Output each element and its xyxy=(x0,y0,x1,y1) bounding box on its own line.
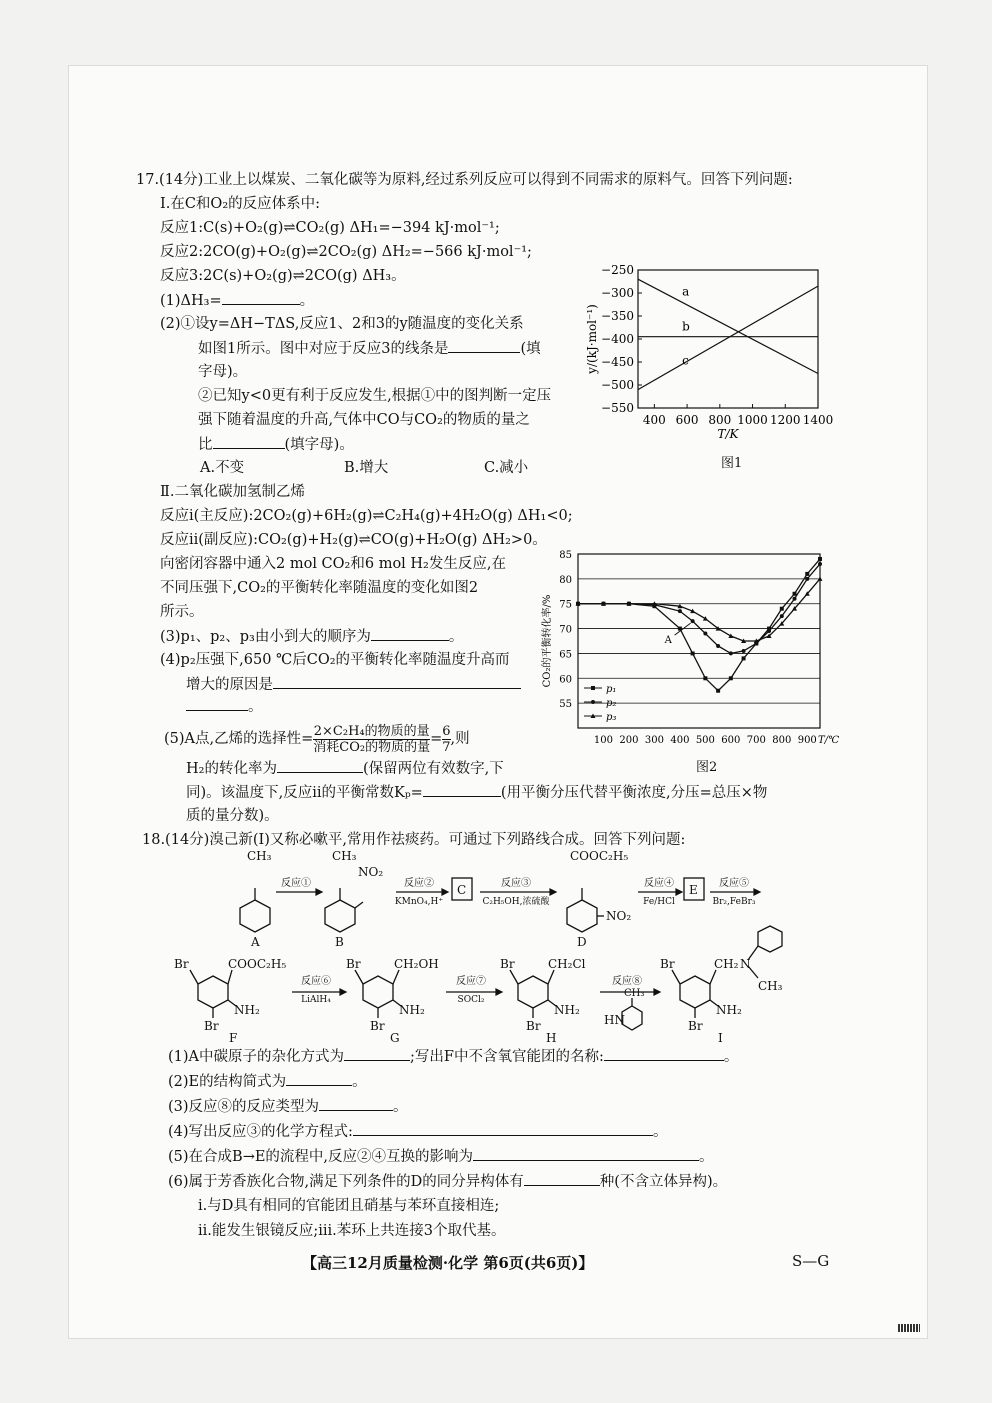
x-tick-label: 700 xyxy=(746,735,766,746)
reaction-5-label: 反应⑤ xyxy=(719,878,749,889)
y-axis-title: y/(kJ·mol⁻¹) xyxy=(585,304,599,374)
data-point xyxy=(793,592,797,596)
reaction-6-label: 反应⑥ xyxy=(301,976,331,987)
q17-sub2a-line3: 字母)。 xyxy=(198,364,248,380)
data-point xyxy=(691,651,695,655)
label-br: Br xyxy=(370,1019,385,1033)
label-ch3: CH₃ xyxy=(247,849,272,863)
label-compound-e: E xyxy=(689,883,698,897)
q17-sub5-line2 xyxy=(186,758,504,779)
data-point xyxy=(703,616,708,621)
benzene-ring-g xyxy=(363,976,393,1008)
y-tick-label: −400 xyxy=(601,332,634,346)
legend-label: p₃ xyxy=(606,712,617,723)
y-tick-label: −500 xyxy=(601,378,634,392)
q18-sub5-text: (5)在合成B→E的流程中,反应②④互换的影响为 xyxy=(168,1149,474,1165)
x-tick-label: 100 xyxy=(593,735,614,746)
label-br: Br xyxy=(526,1019,541,1033)
data-point xyxy=(716,644,720,648)
data-point xyxy=(703,676,707,680)
q18-sub4 xyxy=(168,1121,667,1142)
fraction-numerator: 2×C₂H₄的物质的量 xyxy=(313,723,430,739)
q17-sub5-text: (5)A点,乙烯的选择性= xyxy=(164,731,314,747)
period: 。 xyxy=(393,1099,408,1115)
label-ch3: CH₃ xyxy=(332,849,357,863)
label-nh2: NH₂ xyxy=(554,1003,580,1017)
label-cooc2h5: COOC₂H₅ xyxy=(570,849,629,863)
data-point xyxy=(818,557,822,561)
q17-sub5-suffix: ,则 xyxy=(450,731,470,747)
data-point xyxy=(691,619,695,623)
q17-reaction3: 反应3:2C(s)+O₂(g)⇌2CO(g) ΔH₃。 xyxy=(160,268,406,284)
q18-sub3-text: (3)反应⑧的反应类型为 xyxy=(168,1099,320,1115)
y-tick-label: 85 xyxy=(559,550,572,561)
answer-blank[interactable] xyxy=(473,1146,699,1161)
q17-sub2a-text: 如图1所示。图中对应于反应3的线条是 xyxy=(198,341,449,357)
period: 。 xyxy=(699,1149,714,1165)
q17-reaction1: 反应1:C(s)+O₂(g)⇌CO₂(g) ΔH₁=−394 kJ·mol⁻¹; xyxy=(160,220,500,236)
period: 。 xyxy=(652,1124,668,1140)
answer-blank[interactable] xyxy=(524,1171,600,1186)
q17-sub1 xyxy=(160,290,314,311)
label-nh2: NH₂ xyxy=(234,1003,260,1017)
benzene-ring-i xyxy=(680,976,710,1008)
q17-reaction2: 反应2:2CO(g)+O₂(g)⇌2CO₂(g) ΔH₂=−566 kJ·mol⁻¹; xyxy=(160,244,532,260)
answer-blank[interactable] xyxy=(286,1071,352,1086)
q18-sub2 xyxy=(168,1071,367,1092)
data-point xyxy=(818,562,822,566)
q17-stem: 17.(14分)工业上以煤炭、二氧化碳等为原料,经过系列反应可以得到不同需求的原料气。回答下列问题: xyxy=(136,172,793,188)
q18-sub1-text2: ;写出F中不含氧官能团的名称: xyxy=(410,1049,604,1065)
synthesis-route-scheme xyxy=(150,846,790,1045)
data-point xyxy=(728,634,733,639)
x-tick-label: 800 xyxy=(772,735,792,746)
data-point xyxy=(780,607,784,611)
reaction-3-conditions: C₂H₅OH,浓硫酸 xyxy=(482,897,550,907)
q17-sub2a-line1: (2)①设y=ΔH−TΔS,反应1、2和3的y随温度的变化关系 xyxy=(160,316,524,332)
q17-sub5-text: H₂的转化率为 xyxy=(186,761,277,777)
label-compound-i: I xyxy=(718,1031,723,1045)
label-compound-c: C xyxy=(457,883,467,897)
label-br: Br xyxy=(688,1019,703,1033)
label-ch3: CH₃ xyxy=(624,988,645,999)
q17-sub4-text: 增大的原因是 xyxy=(186,677,273,693)
q17-sub5-line3 xyxy=(186,782,767,803)
figure-1-chart xyxy=(580,262,834,452)
series-label-c: c xyxy=(682,353,689,368)
label-compound-f: F xyxy=(229,1031,238,1045)
benzene-ring-h xyxy=(518,976,548,1008)
answer-blank[interactable] xyxy=(604,1046,724,1061)
qr-mark-icon xyxy=(898,1324,920,1332)
x-tick-label: 400 xyxy=(642,413,666,427)
benzene-ring-a xyxy=(240,900,270,932)
q17-part2-title: Ⅱ.二氧化碳加氢制乙烯 xyxy=(160,484,305,500)
answer-blank[interactable] xyxy=(448,338,520,353)
q18-sub1 xyxy=(168,1046,738,1067)
label-br: Br xyxy=(500,957,515,971)
q18-sub3 xyxy=(168,1096,408,1117)
label-ch2oh: CH₂OH xyxy=(394,957,439,971)
y-tick-label: 60 xyxy=(559,674,572,686)
label-br: Br xyxy=(174,957,189,971)
q18-sub6-text: (6)属于芳香族化合物,满足下列条件的D的同分异构体有 xyxy=(168,1174,524,1190)
reaction-1-label: 反应① xyxy=(281,878,311,889)
series-label-a: a xyxy=(682,284,690,299)
equals-sign: = xyxy=(430,731,443,747)
option-c: C.减小 xyxy=(484,460,529,476)
answer-blank[interactable] xyxy=(319,1096,393,1111)
period: 。 xyxy=(352,1074,367,1090)
q17-desc-line2: 不同压强下,CO₂的平衡转化率随温度的变化如图2 xyxy=(160,580,479,596)
q17-sub2b-line2: 强下随着温度的升高,气体中CO与CO₂的物质的量之 xyxy=(198,412,530,428)
label-ch2: CH₂ xyxy=(714,957,739,971)
y-tick-label: 65 xyxy=(559,649,572,661)
q17-sub2b-line1: ②已知y<0更有利于反应发生,根据①中的图判断一定压 xyxy=(198,388,552,404)
reaction-5-conditions: Br₂,FeBr₃ xyxy=(712,897,756,907)
cyclohexyl-ring xyxy=(758,926,782,952)
answer-blank[interactable] xyxy=(344,1046,410,1061)
q17-reaction-i: 反应ⅰ(主反应):2CO₂(g)+6H₂(g)⇌C₂H₄(g)+4H₂O(g) ΔH₁<0; xyxy=(160,508,573,524)
x-tick-label: 600 xyxy=(721,735,741,746)
benzene-ring-b xyxy=(325,900,355,932)
data-point xyxy=(678,609,682,613)
legend-label: p₂ xyxy=(606,698,617,709)
reaction-6-conditions: LiAlH₄ xyxy=(301,995,331,1005)
legend-marker xyxy=(591,686,595,690)
x-tick-label: 900 xyxy=(797,735,817,746)
x-tick-label: 500 xyxy=(695,735,715,746)
q18-condition-2: ⅱ.能发生银镜反应;ⅲ.苯环上共连接3个取代基。 xyxy=(198,1223,506,1239)
data-point xyxy=(729,676,733,680)
y-tick-label: −350 xyxy=(601,309,634,323)
reaction-2-conditions: KMnO₄,H⁺ xyxy=(394,897,444,907)
x-tick-label: 1000 xyxy=(737,413,768,427)
selectivity-fraction xyxy=(313,724,430,755)
q17-sub5-text: 同)。该温度下,反应ⅱ的平衡常数Kₚ= xyxy=(186,785,423,801)
x-tick-label: 1400 xyxy=(802,413,834,427)
q17-sub5-hint: (保留两位有效数字,下 xyxy=(362,761,504,777)
reaction-4-conditions: Fe/HCl xyxy=(643,897,675,907)
x-tick-label: 300 xyxy=(644,735,664,746)
legend-marker xyxy=(591,700,595,704)
label-ch2cl: CH₂Cl xyxy=(548,957,586,971)
label-compound-a: A xyxy=(251,935,260,949)
data-point xyxy=(767,629,771,633)
figure-2-caption: 图2 xyxy=(696,760,718,775)
y-tick-label: −250 xyxy=(601,263,634,277)
point-a-label: A xyxy=(664,635,672,647)
series-line-a xyxy=(638,279,818,373)
data-point xyxy=(793,597,797,601)
benzene-ring-f xyxy=(198,976,228,1008)
y-tick-label: 55 xyxy=(559,699,572,711)
q17-reaction-ii: 反应ⅱ(副反应):CO₂(g)+H₂(g)⇌CO(g)+H₂O(g) ΔH₂>0。 xyxy=(160,532,547,548)
fraction-denominator: 消耗CO₂的物质的量 xyxy=(313,739,431,755)
benzene-ring-d xyxy=(567,900,597,932)
fraction-numerator: 6 xyxy=(442,723,451,739)
answer-blank[interactable] xyxy=(213,434,285,449)
q17-sub3 xyxy=(160,626,463,647)
y-tick-label: −450 xyxy=(601,355,634,369)
fraction-denominator: 7 xyxy=(442,739,451,755)
series-line-c xyxy=(638,286,818,390)
q17-desc-line3: 所示。 xyxy=(160,604,204,620)
y-tick-label: 75 xyxy=(559,599,572,611)
y-tick-label: 80 xyxy=(559,574,572,586)
legend-label: p₁ xyxy=(606,684,617,695)
figure-2-chart xyxy=(538,548,840,752)
q17-sub3-text: (3)p₁、p₂、p₃由小到大的顺序为 xyxy=(160,629,371,645)
option-a: A.不变 xyxy=(200,460,245,476)
period: 。 xyxy=(299,293,315,309)
q18-sub1-text: (1)A中碳原子的杂化方式为 xyxy=(168,1049,345,1065)
reaction-4-label: 反应④ xyxy=(644,878,674,889)
data-point xyxy=(716,689,720,693)
data-point xyxy=(703,632,707,636)
y-tick-label: 70 xyxy=(559,624,572,636)
x-tick-label: 400 xyxy=(670,735,690,746)
y-tick-label: −550 xyxy=(601,401,634,415)
label-br: Br xyxy=(204,1019,219,1033)
label-br: Br xyxy=(346,957,361,971)
q18-sub5 xyxy=(168,1146,714,1167)
y-axis-title: CO₂的平衡转化率/% xyxy=(542,594,553,688)
label-ch3: CH₃ xyxy=(758,979,783,993)
x-axis-title: T/℃ xyxy=(818,735,840,746)
series-label-b: b xyxy=(682,319,690,334)
period: 。 xyxy=(448,629,464,645)
answer-blank[interactable] xyxy=(371,626,449,641)
x-tick-label: 1200 xyxy=(769,413,801,427)
label-compound-b: B xyxy=(335,935,344,949)
q17-sub5-line1 xyxy=(164,720,470,758)
q17-sub2a-line2 xyxy=(198,338,541,359)
x-tick-label: 600 xyxy=(675,413,699,427)
q18-sub6-suffix: 种(不含立体异构)。 xyxy=(599,1174,728,1190)
reaction-7-label: 反应⑦ xyxy=(456,976,486,987)
q17-sub1-text: (1)ΔH₃= xyxy=(160,293,222,309)
q17-sub2a-hint: (填 xyxy=(520,341,541,357)
label-hn: HN xyxy=(604,1013,625,1027)
label-compound-g: G xyxy=(390,1031,400,1045)
q17-sub4-line3 xyxy=(186,696,263,717)
period: 。 xyxy=(723,1049,739,1065)
q17-sub4-line1: (4)p₂压强下,650 ℃后CO₂的平衡转化率随温度升高而 xyxy=(160,652,510,668)
q17-sub2b-hint: (填字母)。 xyxy=(284,437,354,453)
x-axis-title: T/K xyxy=(717,427,739,441)
answer-blank[interactable] xyxy=(423,782,501,797)
q17-sub2b-line3 xyxy=(198,434,354,455)
q18-stem: 18.(14分)溴己新(I)又称必嗽平,常用作祛痰药。可通过下列路线合成。回答下列问题: xyxy=(142,832,686,848)
q17-sub5-hint: (用平衡分压代替平衡浓度,分压=总压×物 xyxy=(500,785,768,801)
y-tick-label: −300 xyxy=(601,286,634,300)
value-fraction xyxy=(442,724,450,755)
label-compound-d: D xyxy=(577,935,587,949)
x-tick-label: 200 xyxy=(619,735,639,746)
label-br: Br xyxy=(660,957,675,971)
data-point xyxy=(742,649,746,653)
data-point xyxy=(729,651,733,655)
q18-sub4-text: (4)写出反应③的化学方程式: xyxy=(168,1124,353,1140)
data-point xyxy=(742,656,746,660)
reaction-8-label: 反应⑧ xyxy=(612,976,642,987)
figure-1-caption: 图1 xyxy=(721,456,743,471)
answer-blank[interactable] xyxy=(353,1121,653,1136)
q18-sub2-text: (2)E的结构简式为 xyxy=(168,1074,287,1090)
plot-frame xyxy=(638,270,818,408)
answer-blank[interactable] xyxy=(277,758,363,773)
reaction-2-label: 反应② xyxy=(404,878,434,889)
q17-desc-line1: 向密闭容器中通入2 mol CO₂和6 mol H₂发生反应,在 xyxy=(160,556,506,572)
reaction-7-conditions: SOCl₂ xyxy=(457,995,485,1005)
label-n: N xyxy=(740,957,751,971)
answer-blank[interactable] xyxy=(222,290,300,305)
q17-sub5-line4: 质的量分数)。 xyxy=(186,808,279,824)
period: 。 xyxy=(248,699,263,715)
x-tick-label: 800 xyxy=(708,413,732,427)
label-cooc2h5: COOC₂H₅ xyxy=(228,957,287,971)
label-no2: NO₂ xyxy=(606,909,632,923)
q17-sub2b-text: 比 xyxy=(198,437,213,453)
q18-condition-1: ⅰ.与D具有相同的官能团且硝基与苯环直接相连; xyxy=(198,1198,500,1214)
data-point xyxy=(780,614,784,618)
label-compound-h: H xyxy=(546,1031,557,1045)
q18-sub6 xyxy=(168,1171,727,1192)
label-nh2: NH₂ xyxy=(716,1003,742,1017)
reaction-3-label: 反应③ xyxy=(501,878,531,889)
data-point xyxy=(805,577,809,581)
paper-code: S—G xyxy=(792,1252,830,1270)
label-nh2: NH₂ xyxy=(399,1003,425,1017)
cyclohexyl-reagent-ring xyxy=(622,1006,642,1030)
page-footer: 【高三12月质量检测·化学 第6页(共6页)】 xyxy=(302,1254,594,1272)
answer-blank[interactable] xyxy=(186,696,248,711)
label-no2: NO₂ xyxy=(358,865,384,879)
answer-blank[interactable] xyxy=(273,674,521,689)
data-point xyxy=(805,572,809,576)
option-b: B.增大 xyxy=(344,460,389,476)
q17-sub4-line2 xyxy=(186,674,521,695)
q17-part1-title: Ⅰ.在C和O₂的反应体系中: xyxy=(160,196,321,212)
